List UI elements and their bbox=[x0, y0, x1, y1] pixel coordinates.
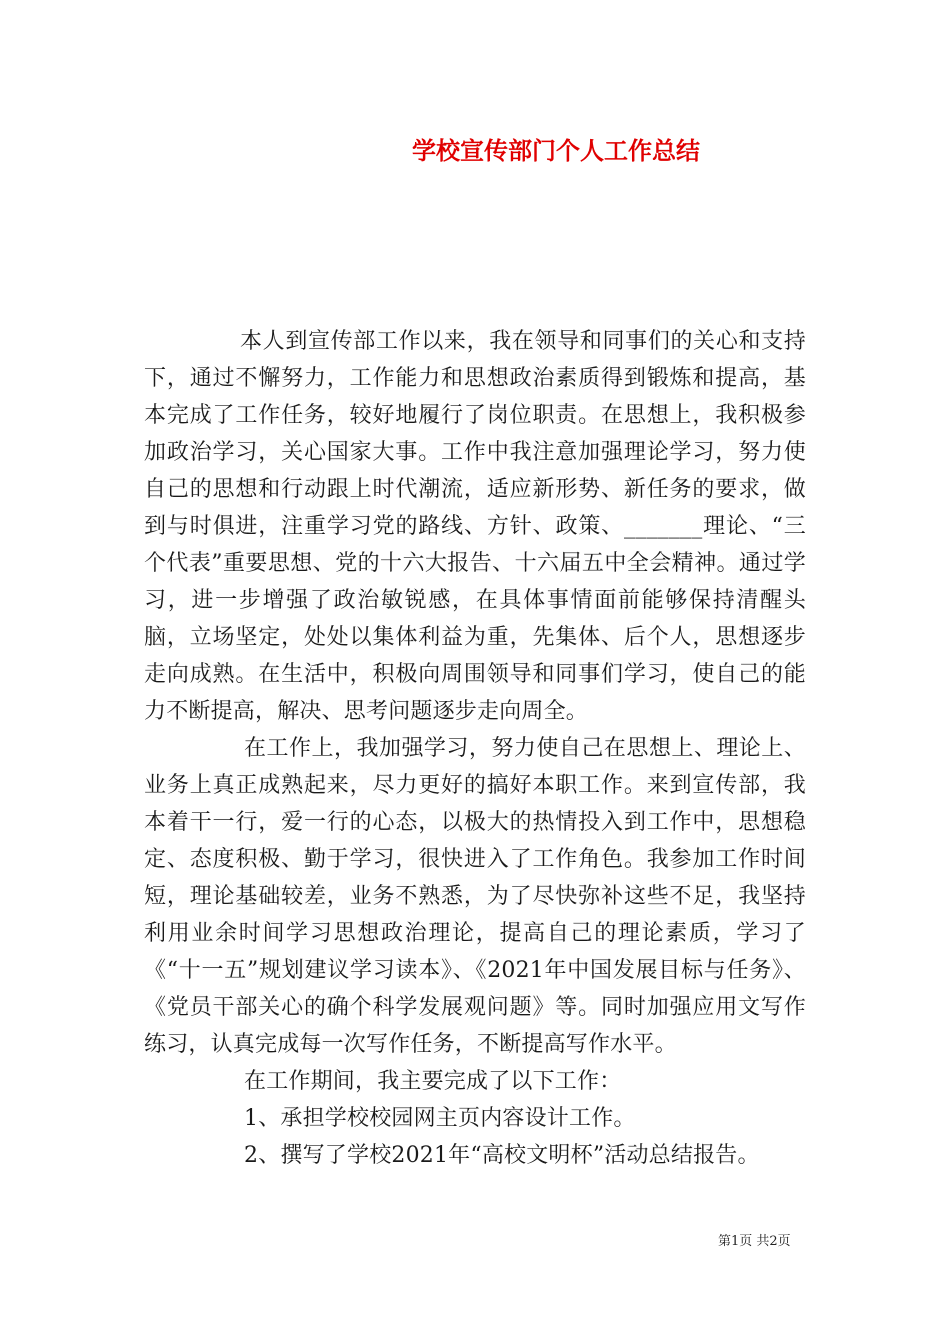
document-title: 学校宣传部门个人工作总结 bbox=[412, 136, 700, 165]
page-number: 第1页 共2页 bbox=[718, 1234, 791, 1249]
document-body bbox=[144, 323, 806, 1174]
paragraph-work-intro: 在工作期间，我主要完成了以下工作： bbox=[244, 1069, 622, 1094]
paragraph-work: 在工作上，我加强学习，努力使自己在思想上、理论上、业务上真正成熟起来，尽力更好的搞好本职工作。来到宣传部，我本着干一行，爱一行的心态，以极大的热情投入到工作中，思想稳定、态度积极、勤于学习，很快进入了工作角色。我参加工作时间短，理论基础较差，业务不熟悉，为了尽快弥补这些不足，我坚持利用业余时间学习思想政治理论，提高自己的理论素质，学习了《“十一五”规划建议学习读本》、《2021年中国发展目标与任务》、《党员干部关心的确个科学发展观问题》等。同时加强应用文写作练习，认真完成每一次写作任务，不断提高写作水平。 bbox=[144, 736, 806, 1057]
list-item-1: 1、承担学校校园网主页内容设计工作。 bbox=[244, 1106, 636, 1131]
list-item-2: 2、撰写了学校2021年“高校文明杯”活动总结报告。 bbox=[244, 1143, 760, 1168]
paragraph-thought: 本人到宣传部工作以来，我在领导和同事们的关心和支持下，通过不懈努力，工作能力和思想政治素质得到锻炼和提高，基本完成了工作任务，较好地履行了岗位职责。在思想上，我积极参加政治学习，关心国家大事。工作中我注意加强理论学习，努力使自己的思想和行动跟上时代潮流，适应新形势、新任务的要求，做到与时俱进，注重学习党的路线、方针、政策、_______理论、“三个代表”重要思想、党的十六大报告、十六届五中全会精神。通过学习，进一步增强了政治敏锐感，在具体事情面前能够保持清醒头脑，立场坚定，处处以集体利益为重，先集体、后个人，思想逐步走向成熟。在生活中，积极向周围领导和同事们学习，使自己的能力不断提高，解决、思考问题逐步走向周全。 bbox=[144, 329, 806, 724]
